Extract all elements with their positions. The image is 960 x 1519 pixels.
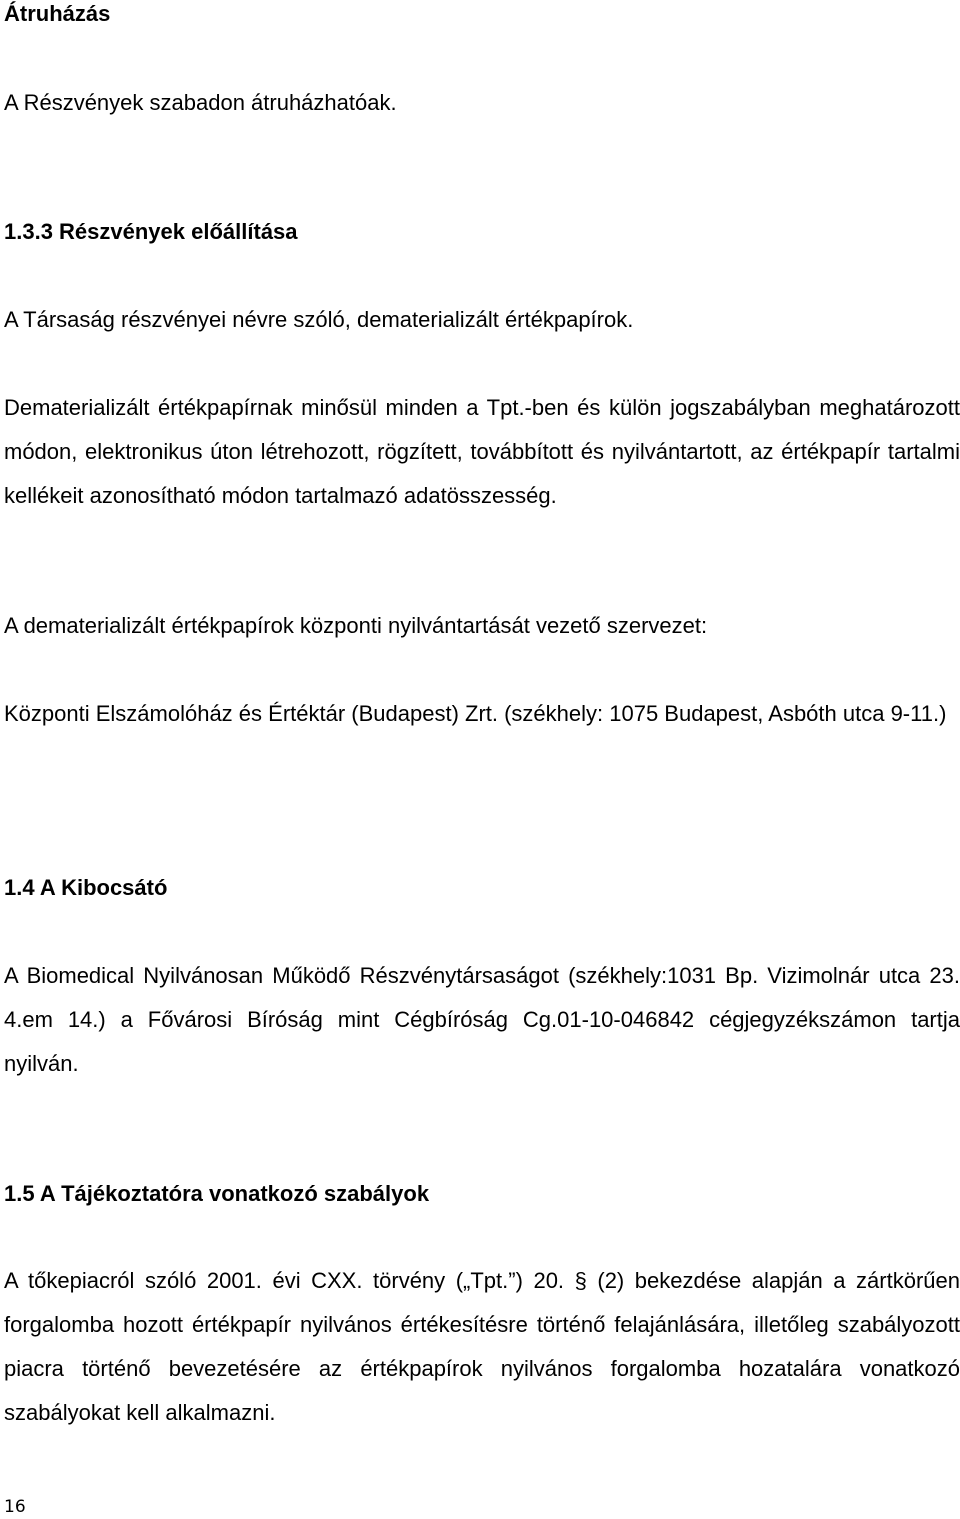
page-number: 16 xyxy=(4,1497,26,1517)
paragraph-transfer: A Részvények szabadon átruházhatóak. xyxy=(4,90,397,115)
paragraph-production: A Társaság részvényei névre szóló, dematerializált értékpapírok. xyxy=(4,307,634,332)
section-heading-issuer: 1.4 A Kibocsátó xyxy=(4,875,168,900)
document-page xyxy=(4,0,960,1519)
paragraph-prospectus: A tőkepiacról szóló 2001. évi CXX. törvény („Tpt.”) 20. § (2) bekezdése alapján a zártkörűen forgalomba hozott értékpapír nyilvános értékesítésre történő felajánlására, illetőleg szabályozott piacra történő bevezetésére az értékpapírok nyilvános forgalomba hozatalára vonatkozó szabályokat kell alkalmazni. xyxy=(4,1268,960,1425)
section-heading-prospectus: 1.5 A Tájékoztatóra vonatkozó szabályok xyxy=(4,1181,430,1206)
paragraph-dematerialized-definition: Dematerializált értékpapírnak minősül minden a Tpt.-ben és külön jogszabályban meghatározott módon, elektronikus úton létrehozott, rögzített, továbbított és nyilvántartott, az értékpapír tartalmi kellékeit azonosítható módon tartalmazó adatösszesség. xyxy=(4,395,960,508)
section-heading-production: 1.3.3 Részvények előállítása xyxy=(4,219,298,244)
paragraph-registry-organization: Központi Elszámolóház és Értéktár (Budapest) Zrt. (székhely: 1075 Budapest, Asbóth utca 9-11.) xyxy=(4,701,947,726)
paragraph-issuer: A Biomedical Nyilvánosan Működő Részvénytársaságot (székhely:1031 Bp. Vizimolnár utca 23. 4.em 14.) a Fővárosi Bíróság mint Cégbíróság Cg.01-10-046842 cégjegyzékszámon tartja nyilván. xyxy=(4,963,960,1076)
paragraph-registry-intro: A dematerializált értékpapírok központi nyilvántartását vezető szervezet: xyxy=(4,613,708,638)
section-heading-transfer: Átruházás xyxy=(4,1,111,26)
